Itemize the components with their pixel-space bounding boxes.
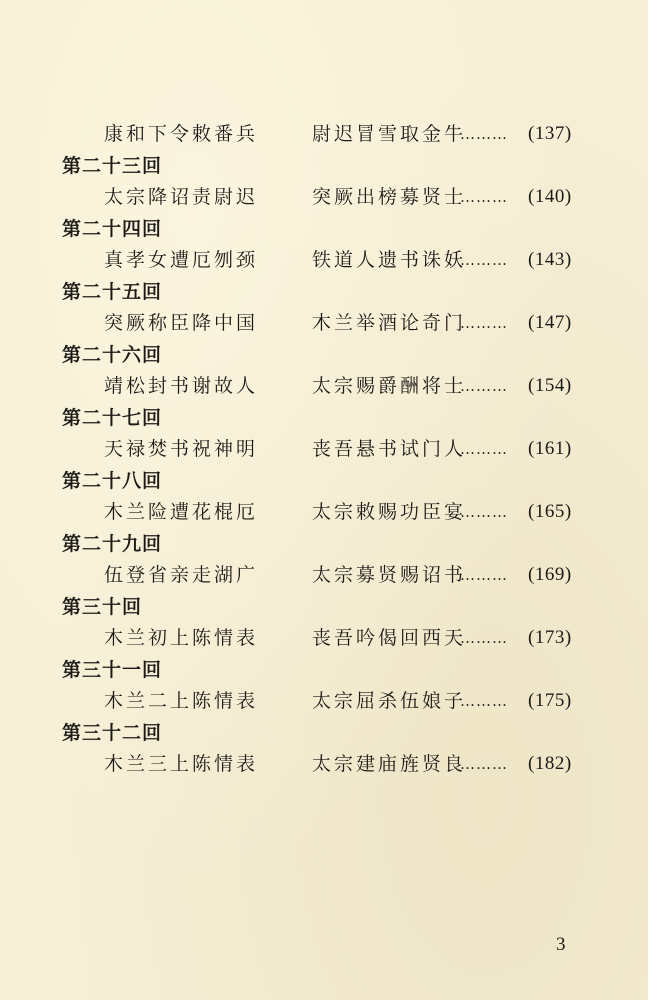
- chapter-title-first-line: 天禄焚书祝神明: [104, 438, 259, 460]
- leader-dots: ………: [460, 692, 508, 710]
- page-reference: (169): [528, 564, 572, 585]
- chapter-title-first-line: 木兰二上陈情表: [104, 690, 259, 712]
- chapter-title-second-line: 太宗募贤赐诏书: [312, 564, 467, 586]
- chapter-title-second-line: 丧吾悬书试门人: [312, 438, 467, 460]
- page-reference: (147): [528, 312, 572, 333]
- leader-dots: ………: [460, 503, 508, 521]
- leader-dots: ………: [460, 566, 508, 584]
- page-reference: (143): [528, 249, 572, 270]
- chapter-title-second-line: 太宗敕赐功臣宴: [312, 501, 467, 523]
- toc-entry: [0, 744, 648, 784]
- chapter-heading: 第三十一回: [62, 659, 163, 681]
- chapter-title-first-line: 康和下令敕番兵: [104, 123, 259, 145]
- page-reference: (161): [528, 438, 572, 459]
- chapter-title-second-line: 尉迟冒雪取金牛: [312, 123, 467, 145]
- chapter-heading: 第二十四回: [62, 218, 163, 240]
- chapter-title-second-line: 铁道人遗书诛妖: [312, 249, 467, 271]
- chapter-heading: 第二十三回: [62, 155, 163, 177]
- chapter-title-second-line: 丧吾吟偈回西天: [312, 627, 467, 649]
- chapter-title-second-line: 太宗建庙旌贤良: [312, 753, 467, 775]
- leader-dots: ………: [460, 440, 508, 458]
- chapter-title-first-line: 太宗降诏责尉迟: [104, 186, 259, 208]
- chapter-title-first-line: 木兰初上陈情表: [104, 627, 259, 649]
- chapter-title-second-line: 太宗屈杀伍娘子: [312, 690, 467, 712]
- page-reference: (173): [528, 627, 572, 648]
- chapter-title-second-line: 木兰举酒论奇门: [312, 312, 467, 334]
- chapter-heading: 第三十回: [62, 596, 143, 618]
- chapter-title-first-line: 真孝女遭厄刎颈: [104, 249, 259, 271]
- page-reference: (175): [528, 690, 572, 711]
- chapter-heading: 第二十八回: [62, 470, 163, 492]
- chapter-title-first-line: 木兰险遭花棍厄: [104, 501, 259, 523]
- chapter-heading: 第二十七回: [62, 407, 163, 429]
- chapter-heading: 第三十二回: [62, 722, 163, 744]
- chapter-title-first-line: 靖松封书谢故人: [104, 375, 259, 397]
- page-reference: (182): [528, 753, 572, 774]
- leader-dots: ………: [460, 755, 508, 773]
- chapter-heading: 第二十五回: [62, 281, 163, 303]
- page-reference: (154): [528, 375, 572, 396]
- chapter-title-first-line: 突厥称臣降中国: [104, 312, 259, 334]
- chapter-title-second-line: 突厥出榜募贤士: [312, 186, 467, 208]
- chapter-heading: 第二十六回: [62, 344, 163, 366]
- chapter-title-first-line: 伍登省亲走湖广: [104, 564, 259, 586]
- leader-dots: ………: [460, 251, 508, 269]
- leader-dots: ………: [460, 377, 508, 395]
- page-reference: (165): [528, 501, 572, 522]
- page-reference: (140): [528, 186, 572, 207]
- page-reference: (137): [528, 123, 572, 144]
- leader-dots: ………: [460, 125, 508, 143]
- page-number: 3: [556, 934, 566, 955]
- leader-dots: ………: [460, 629, 508, 647]
- leader-dots: ………: [460, 188, 508, 206]
- chapter-heading: 第二十九回: [62, 533, 163, 555]
- chapter-title-second-line: 太宗赐爵酬将士: [312, 375, 467, 397]
- leader-dots: ………: [460, 314, 508, 332]
- chapter-title-first-line: 木兰三上陈情表: [104, 753, 259, 775]
